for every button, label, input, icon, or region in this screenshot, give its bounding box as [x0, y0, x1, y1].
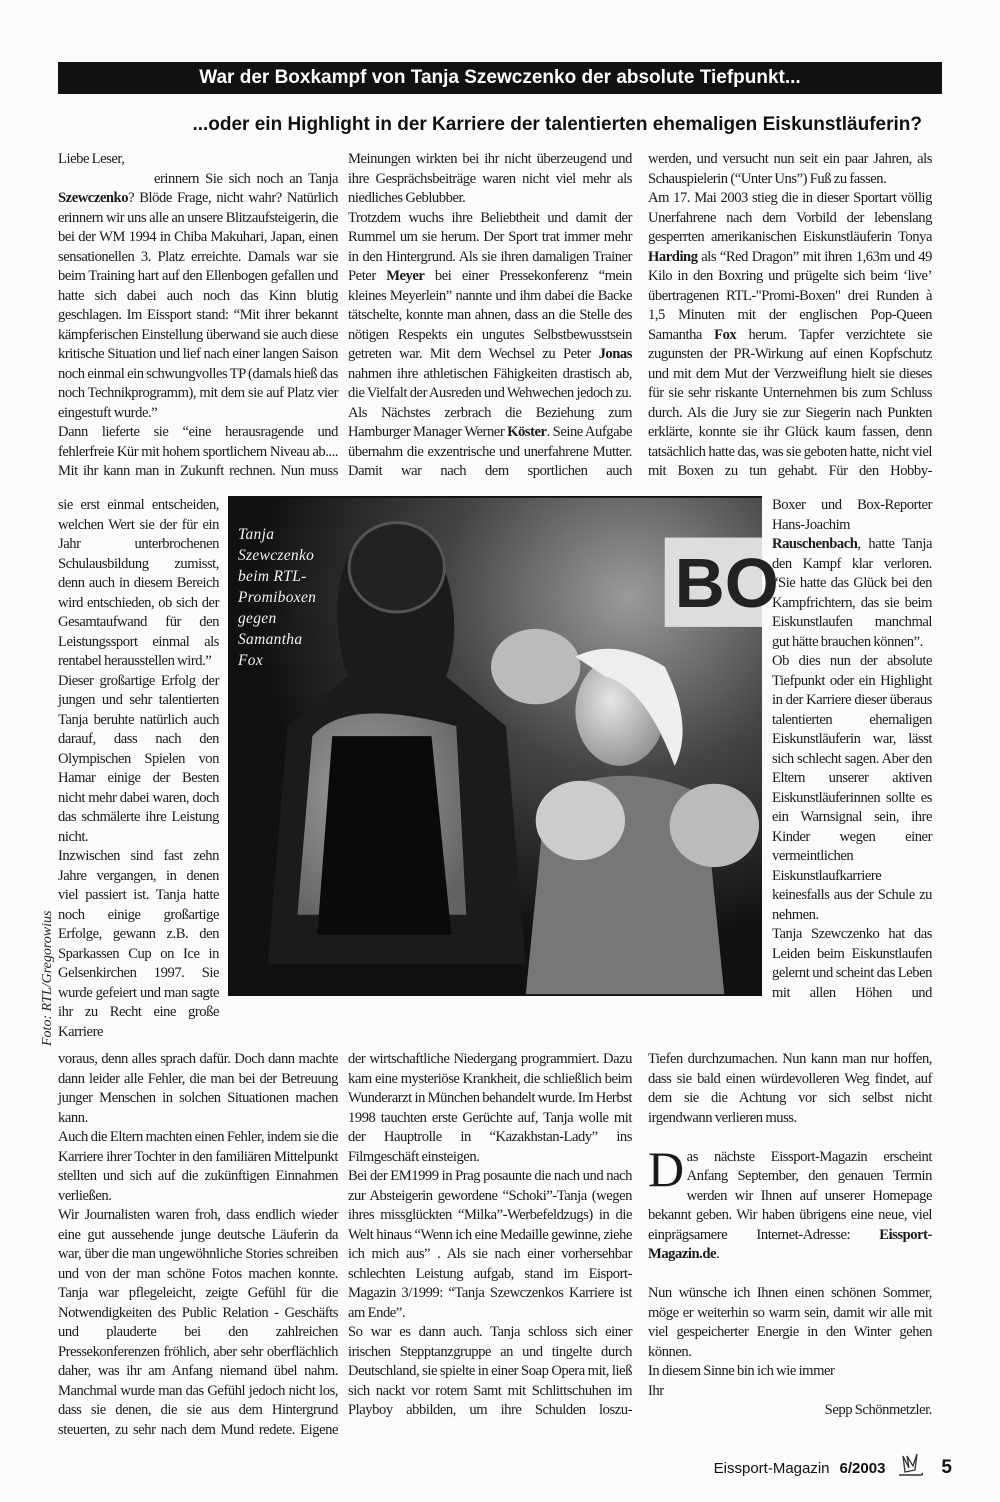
paragraph: [58, 150, 338, 170]
paragraph: [648, 189, 932, 482]
paragraph: [348, 404, 632, 482]
text-run: ? Blöde Frage, nicht wahr? Natürlich erinnern wir uns alle an unsere Blitzaufsteigerin, die bei der WM 1994 in Chiba Makuhari, Japan, einen sensationellen 3. Platz erreichte. Damals war sie beim Training hart auf den Ellenbogen gefallen und hatte sich dabei auch noch das Kinn blutig geschlagen. Im Eissport stand: “Mit ihrer bekannt kämpferischen Einstellung überwand sie auch diese kritische Situation und lief nach einer langen Saison noch einmal ein schwungvolles TP (damals hieß das noch Technikprogramm), mit dem sie auf Platz vier eingestuft wurde.”: [58, 190, 338, 421]
paragraph: [58, 496, 219, 672]
text-run: Sepp Schönmetzler.: [824, 1402, 932, 1418]
column-3-top: [648, 150, 932, 482]
bold-name: Rauschenbach: [772, 536, 858, 552]
drop-cap: D: [648, 1140, 684, 1197]
text-run: Trotzdem wuchs ihre Beliebtheit und damit der Rummel um sie herum. Der Sport trat immer mehr in den Hintergrund. Als sie ihren damaligen Trainer Peter: [348, 209, 632, 284]
paragraph: [348, 1167, 632, 1323]
caption-line: Promiboxen: [238, 589, 317, 606]
caption-line: Tanja: [238, 526, 275, 543]
paragraph: [348, 1323, 632, 1421]
paragraph: [772, 652, 932, 925]
glove-icon: [536, 781, 625, 860]
text-run: , hatte Tanja den Kampf klar verloren. “Sie hatte das Glück bei den Kampfrichtern, das sie beim Eiskunstlaufen manchmal gut hätte brauchen können”.: [772, 536, 932, 650]
column-3-bottom: [648, 1050, 932, 1421]
glove-icon: [491, 629, 580, 704]
text-run: .: [716, 1246, 720, 1262]
column-1-top: [58, 150, 338, 482]
text-run: Inzwischen sind fast zehn Jahre vergangen, in denen viel passiert ist. Tanja hatte noch einige großartige Erfolge, gewann z.B. den Sparkassen Cup on Ice in Gelsenkirchen 1997. Sie wurde gefeiert und man sagte ihr zu Recht eine große Karriere: [58, 848, 219, 1040]
column-2-bottom: [348, 1050, 632, 1421]
text-run: nahmen ihre athletischen Fähigkeiten drastisch ab, die Vielfalt der Ausreden und Wehwechen jedoch zu.: [348, 365, 632, 401]
magazine-name: Eissport-Magazin: [713, 1459, 830, 1477]
text-run: voraus, denn alles sprach dafür. Doch dann machte dann leider alle Fehler, die man bei der Betreuung junger Menschen in solchen Situationen machen kann.: [58, 1051, 338, 1126]
text-run: Ob dies nun der absolute Tiefpunkt oder ein Highlight in der Karriere dieser überaus talentierten ehemaligen Eiskunstläuferin war, lässt sich schlecht sagen. Aber den Eltern unserer aktiven Eiskunstläuferinnen sollte es ein Warnsignal sein, ihre Kinder wegen einer vermeintlichen Eiskunstlaufkarriere keinesfalls aus der Schule zu nehmen.: [772, 653, 932, 923]
paragraph: [58, 1206, 338, 1440]
text-run: Ihr: [648, 1382, 664, 1399]
text-run: der wirtschaftliche Niedergang programmiert. Dazu kam eine mysteriöse Krankheit, die schließlich beim Wunderarzt in München behandelt wurde. Im Herbst 1998 tauchten erste Gerüchte auf, Tanja wolle mit der Hauptrolle in “Kazakhstan-Lady” ins Filmgeschäft einsteigen.: [348, 1051, 633, 1165]
bold-name: Eissport-Magazin.de: [648, 1226, 932, 1262]
boxing-photo: [228, 496, 779, 996]
column-1-bottom: [58, 1050, 338, 1440]
paragraph: [772, 496, 932, 652]
text-run: Liebe Leser,: [58, 151, 125, 167]
issue-number: 6/2003: [839, 1459, 886, 1477]
caption-line: Szewczenko: [238, 547, 315, 564]
text-run: Dann lieferte sie “eine herausragende und fehlerfreie Kür mit hohem sportlichem Niveau ab.... Mit ihr kann man in Zukunft rechnen. Nun muss: [58, 424, 338, 479]
text-run: erinnern Sie sich noch an Tanja: [154, 170, 338, 187]
bold-name: Szewczenko: [58, 190, 129, 206]
skater-icon: [895, 1452, 925, 1484]
paragraph: [648, 1382, 932, 1402]
text-run: . Seine Aufgabe übernahm die exzentrische und unerfahrene Mutter. Damit war nach dem sportlichen auch: [348, 424, 633, 479]
paragraph: [348, 150, 632, 209]
paragraph: [58, 423, 338, 482]
paragraph: [648, 1050, 932, 1128]
paragraph: [648, 1401, 932, 1421]
paragraph: [58, 847, 219, 1042]
paragraph: [348, 209, 632, 404]
text-run: Nun wünsche ich Ihnen einen schönen Sommer, möge er weiterhin so warm sein, damit wir alle mit viel gespeicherter Energie in den Winter gehen können.: [648, 1285, 932, 1360]
photo-credit: Foto: RTL/Gregorowius: [40, 910, 55, 1046]
page-footer: [714, 1452, 952, 1484]
text-run: herum. Tapfer verzichtete sie zugunsten der PR-Wirkung auf einen Kopfschutz und mit dem Mut der Verzweiflung hielt sie dieses für sie sehr riskante Unternehmen bis zum Schluss durch. Als die Jury sie zur Siegerin nach Punkten erklärte, konnte sie ihr Glück kaum fassen, denn tatsächlich hatte das, was sie geboten hatte, nicht viel mit Boxen zu tun gehabt. Für den Hobby-: [648, 326, 933, 479]
bold-name: Harding: [648, 248, 698, 265]
paragraph: [58, 1128, 338, 1206]
photo-caption: [238, 524, 316, 671]
column-2-top: [348, 150, 632, 482]
glove-icon: [670, 784, 759, 867]
text-run: Wir Journalisten waren froh, dass endlich wieder eine gut aussehende junge deutsche Läuferin da war, über die man ungewöhnliche Stories schreiben und von der man schöne Fotos machen konnte. Tanja war pflegeleicht, zeigte Gefühl für die Notwendigkeiten des Public Relation - Geschäfts und plauderte bei den zahlreichen Pressekonferenzen fröhlich, aber sehr oberflächlich daher, was ihr am Anfang niemand übel nahm. Manchmal wurde man das Gefühl jedoch nicht los, dass sie denen, die sie aus dem Hintergrund steuerten, zu sehr nach dem Mund redete. Eigene: [58, 1207, 338, 1438]
text-run: sie erst einmal entscheiden, welchen Wert sie der für ein Jahr unterbrochenen Schulausbildung zumisst, denn auch in diesem Bereich wird entschieden, ob sich der Gesamtaufwand für den Leistungssport einmal als rentabel herausstellen wird.”: [58, 497, 219, 669]
column-1-wrap: [58, 496, 219, 1042]
column-3-wrap: [772, 496, 932, 1003]
text-run: Als Nächstes zerbrach die Beziehung zum Hamburger Manager Werner: [348, 404, 632, 440]
text-run: Am 17. Mai 2003 stieg die in dieser Sportart völlig Unerfahrene nach dem Vorbild der lebenslang gesperrten amerikanischen Eiskunstläuferin Tonya: [648, 190, 932, 245]
paragraph: [58, 1050, 338, 1128]
paragraph: [348, 1050, 632, 1167]
paragraph: [772, 925, 932, 1003]
text-run: In diesem Sinne bin ich wie immer: [648, 1363, 835, 1379]
bold-name: Jonas: [598, 346, 632, 362]
text-run: Auch die Eltern machten einen Fehler, indem sie die Karriere ihrer Tochter in den familiären Mittelpunkt stellten und sich auf die zukünftigen Einnahmen verließen.: [58, 1129, 338, 1204]
subheadline: ...oder ein Highlight in der Karriere der talentierten ehemaligen Eiskunstläuferin?: [192, 114, 922, 135]
text-run: werden, und versucht nun seit ein paar Jahren, als Schauspielerin (“Unter Uns”) Fuß zu fassen.: [648, 151, 932, 187]
text-run: bei einer Pressekonferenz “mein kleines Meyerlein” nannte und ihm dabei die Backe tätschelte, konnte man ahnen, dass an die Stelle des nötigen Respekts ein ungutes Selbstbewusstsein getreten war. Mit dem Wechsel zu Peter: [348, 268, 632, 362]
paragraph: [58, 672, 219, 848]
text-run: as nächste Eissport-Magazin erscheint Anfang September, den genauen Termin werden wir Ihnen auf unserer Homepage bekannt geben. Wir haben übrigens eine neue, viel einprägsamere Internet-Adresse:: [648, 1148, 932, 1243]
paragraph: [648, 1284, 932, 1362]
text-run: Tanja Szewczenko hat das Leiden beim Eiskunstlaufen gelernt und scheint das Leben mit allen Höhen und: [772, 926, 932, 1001]
text-run: Tiefen durchzumachen. Nun kann man nur hoffen, dass sie bald einen würdevolleren Weg findet, auf dem sie die Achtung vor sich selbst nicht irgendwann verlieren muss.: [648, 1051, 932, 1126]
caption-line: beim RTL-: [238, 568, 307, 585]
text-run: Meinungen wirkten bei ihr nicht überzeugend und ihre Gesprächsbeiträge waren nicht viel mehr als niedliches Geblubber.: [348, 151, 632, 206]
text-run: Bei der EM1999 in Prag posaunte die nach und nach zur Absteigerin gewordene “Schoki”-Tanja (wegen ihres missglückten “Milka”-Werbefeldzugs) in die Welt hinaus “Wenn ich eine Medaille gewinne, ziehe ich mich aus” . Als sie nach einer vorhersehbar schlechten Leistung aufgab, stand im Eisport-Magazin 3/1999: “Tanja Szewczenkos Karriere ist am Ende”.: [348, 1168, 632, 1321]
caption-line: Fox: [238, 652, 263, 669]
caption-line: gegen: [238, 610, 277, 627]
headgear: [349, 523, 444, 612]
paragraph: [648, 150, 932, 189]
caption-line: Samantha: [238, 631, 303, 648]
paragraph: [648, 1140, 932, 1265]
paragraph: [648, 1362, 932, 1382]
text-run: Dieser großartige Erfolg der jungen und sehr talentierten Tanja beruhte natürlich auch darauf, dass nach den Olympischen Spielen von Hamar einige der Besten nicht mehr dabei waren, doch das schmälerte ihre Leistung nicht.: [58, 672, 219, 845]
headline-banner: [58, 62, 942, 94]
bold-name: Meyer: [386, 268, 425, 284]
headline: War der Boxkampf von Tanja Szewczenko der absolute Tiefpunkt...: [199, 67, 801, 88]
text-run: So war es dann auch. Tanja schloss sich einer irischen Stepptanzgruppe an und tingelte durch Deutschland, sie spielte in einer Soap Opera mit, ließ sich nackt vor rotem Samt mit Schlittschuhen im Playboy abbilden, um ihre Schulden loszu-: [348, 1324, 632, 1418]
text-run: als “Red Dragon” mit ihren 1,63m und 49 Kilo in den Boxring und prügelte sich beim ‘live’ übertragenen RTL-"Promi-Boxen" drei Runden à 1,5 Minuten mit der englischen Pop-Queen Samantha: [648, 248, 932, 343]
text-run: Boxer und Box-Reporter Hans-Joachim: [772, 497, 932, 533]
page-number: 5: [941, 1457, 952, 1478]
paragraph: [58, 170, 338, 424]
bold-name: Fox: [714, 326, 737, 343]
bold-name: Köster: [507, 424, 547, 440]
sign-text: BO: [674, 544, 779, 623]
